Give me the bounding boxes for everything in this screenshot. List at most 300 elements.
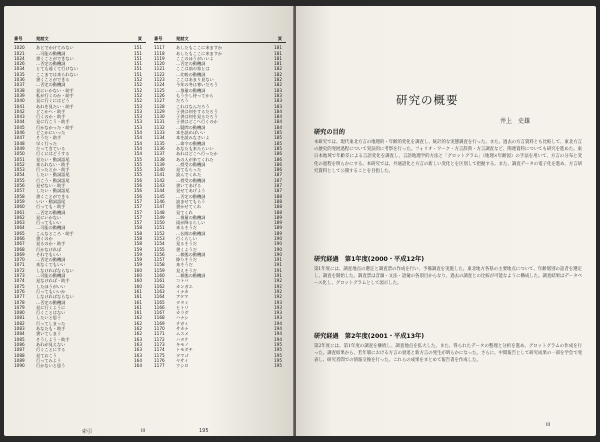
row-page: 158 bbox=[134, 230, 142, 236]
row-text: キモノ bbox=[176, 341, 189, 347]
header-no: 番号 bbox=[14, 36, 23, 41]
row-page: 194 bbox=[274, 336, 282, 342]
row-number: 1085 bbox=[14, 336, 25, 342]
row-page: 187 bbox=[274, 177, 282, 183]
row-page: 163 bbox=[134, 352, 142, 358]
row-page: 156 bbox=[134, 183, 142, 189]
row-number: 1079 bbox=[14, 304, 25, 310]
row-page: 194 bbox=[274, 331, 282, 337]
row-number: 1062 bbox=[14, 214, 25, 220]
row-page: 192 bbox=[274, 278, 282, 284]
row-page: 186 bbox=[274, 156, 282, 162]
row-text: コトバ bbox=[176, 278, 189, 284]
row-number: 1080 bbox=[14, 310, 25, 316]
row-text: あなたも来たらいい bbox=[176, 145, 214, 151]
row-number: 1059 bbox=[14, 198, 25, 204]
row-text: …推量の動機詞 bbox=[176, 87, 206, 93]
row-page: 163 bbox=[134, 341, 142, 347]
row-text: 行くにはどうする bbox=[36, 151, 70, 157]
row-page: 193 bbox=[274, 299, 282, 305]
row-page: 162 bbox=[134, 326, 142, 332]
row-number: 1081 bbox=[14, 315, 25, 321]
row-number: 1136 bbox=[154, 145, 165, 151]
row-text: こんなところ・助手 bbox=[36, 230, 74, 236]
row-number: 1037 bbox=[14, 82, 25, 88]
row-page: 151 bbox=[134, 61, 142, 67]
row-number: 1168 bbox=[154, 315, 165, 321]
row-page: 185 bbox=[274, 145, 282, 151]
row-number: 1078 bbox=[14, 299, 25, 305]
row-page: 153 bbox=[134, 108, 142, 114]
row-number: 1065 bbox=[14, 230, 25, 236]
row-page: 183 bbox=[274, 98, 282, 104]
row-page: 163 bbox=[134, 347, 142, 353]
row-page: 164 bbox=[134, 363, 142, 369]
row-text: 読んでくれた bbox=[176, 172, 202, 178]
row-text: 行かなければ bbox=[36, 246, 62, 252]
row-number: 1051 bbox=[14, 156, 25, 162]
row-page: 153 bbox=[134, 114, 142, 120]
row-number: 1038 bbox=[14, 87, 25, 93]
row-number: 1064 bbox=[14, 225, 25, 231]
row-page: 161 bbox=[134, 294, 142, 300]
row-page: 152 bbox=[134, 92, 142, 98]
row-page: 157 bbox=[134, 198, 142, 204]
row-number: 1075 bbox=[14, 283, 25, 289]
row-text: 行くのか・助手 bbox=[36, 114, 66, 120]
row-number: 1045 bbox=[14, 124, 25, 130]
row-text: あれを見たい・助手 bbox=[36, 103, 74, 109]
row-number: 1177 bbox=[154, 363, 165, 369]
index-rows bbox=[14, 45, 146, 368]
row-number: 1170 bbox=[154, 326, 165, 332]
row-text: 見えそうだ bbox=[176, 267, 197, 273]
row-number: 1163 bbox=[154, 288, 165, 294]
row-text: 書くことができる bbox=[36, 193, 70, 199]
row-page: 191 bbox=[274, 262, 282, 268]
row-number: 1043 bbox=[14, 114, 25, 120]
row-text: 見にいかない bbox=[36, 214, 62, 220]
row-text: ここのほうがいいよ bbox=[176, 55, 214, 61]
index-column-1 bbox=[14, 36, 146, 368]
row-page: 194 bbox=[274, 326, 282, 332]
section-heading: 研究経過 第1年度(2000・平成12年) bbox=[314, 256, 425, 263]
row-number: 1083 bbox=[14, 326, 25, 332]
row-page: 151 bbox=[134, 71, 142, 77]
row-text: 来そうだ bbox=[176, 262, 193, 268]
row-text: …否定の動機詞 bbox=[36, 82, 66, 88]
row-page: 185 bbox=[274, 140, 282, 146]
row-page: 153 bbox=[134, 103, 142, 109]
row-number: 1069 bbox=[14, 251, 25, 257]
row-text: したい・動詞語尾 bbox=[36, 172, 70, 178]
section-heading: 研究経過 第2年度(2001・平成13年) bbox=[314, 333, 425, 340]
row-text: 行かないと思う bbox=[36, 363, 66, 369]
row-text: 来なくてもいい bbox=[36, 262, 66, 268]
row-number: 1087 bbox=[14, 347, 25, 353]
row-page: 187 bbox=[274, 188, 282, 194]
row-number: 1145 bbox=[154, 193, 165, 199]
row-number: 1026 bbox=[14, 61, 25, 67]
row-number: 1055 bbox=[14, 177, 25, 183]
row-text: イナカ bbox=[176, 288, 189, 294]
row-text: カラダ bbox=[176, 310, 189, 316]
row-number: 1066 bbox=[14, 235, 25, 241]
row-number: 1164 bbox=[154, 294, 165, 300]
row-text: 私が行くのか・助手 bbox=[36, 92, 74, 98]
row-text: あしたもここに来ますか bbox=[176, 50, 223, 56]
row-page: 162 bbox=[134, 331, 142, 337]
row-text: あれが見えない bbox=[36, 341, 66, 347]
row-number: 1155 bbox=[154, 246, 165, 252]
row-number: 1139 bbox=[154, 161, 165, 167]
row-page: 183 bbox=[274, 103, 282, 109]
row-page: 160 bbox=[134, 278, 142, 284]
row-text: それでもいい bbox=[36, 251, 62, 257]
row-number: 1126 bbox=[154, 92, 165, 98]
row-text: 書いてしまう bbox=[36, 331, 62, 337]
row-text: 行かなかった・助手 bbox=[36, 124, 74, 130]
row-number: 1040 bbox=[14, 98, 25, 104]
row-page: 195 bbox=[274, 341, 282, 347]
row-text: あの人が来てくれた bbox=[176, 156, 214, 162]
row-page: 160 bbox=[134, 267, 142, 273]
right-page bbox=[296, 6, 596, 436]
row-text: 雨が降るらしい bbox=[176, 220, 206, 226]
row-number: 1137 bbox=[154, 151, 165, 157]
row-number: 1118 bbox=[154, 50, 165, 56]
row-page: 156 bbox=[134, 193, 142, 199]
row-number: 1140 bbox=[154, 167, 165, 173]
row-page: 161 bbox=[134, 310, 142, 316]
row-page: 161 bbox=[134, 304, 142, 310]
row-number: 1131 bbox=[154, 119, 165, 125]
row-text: ハタケ bbox=[176, 336, 189, 342]
row-number: 1175 bbox=[154, 352, 165, 358]
row-page: 151 bbox=[134, 45, 142, 51]
row-page: 156 bbox=[134, 188, 142, 194]
row-page: 189 bbox=[274, 230, 282, 236]
row-text: したいと思う bbox=[36, 315, 62, 321]
row-page: 157 bbox=[134, 214, 142, 220]
row-text: …伝聞の動機詞 bbox=[176, 230, 206, 236]
row-page: 186 bbox=[274, 167, 282, 173]
row-page: 154 bbox=[134, 135, 142, 141]
row-number: 1142 bbox=[154, 177, 165, 183]
row-page: 162 bbox=[134, 315, 142, 321]
row-text: 読ませてもらう bbox=[176, 198, 206, 204]
row-number: 1121 bbox=[154, 66, 165, 72]
row-text: 見てくれ bbox=[176, 209, 193, 215]
row-page: 181 bbox=[274, 50, 282, 56]
row-number: 1086 bbox=[14, 341, 25, 347]
row-number: 1120 bbox=[154, 61, 165, 67]
row-page: 154 bbox=[134, 140, 142, 146]
row-text: ヤサイ bbox=[176, 357, 189, 363]
row-text: …否定の動機詞 bbox=[176, 61, 206, 67]
section-purpose bbox=[314, 127, 582, 175]
row-page: 191 bbox=[274, 273, 282, 279]
row-page: 151 bbox=[134, 55, 142, 61]
row-text: そうしよう・助手 bbox=[36, 336, 70, 342]
row-page: 187 bbox=[274, 183, 282, 189]
row-page: 195 bbox=[274, 352, 282, 358]
row-number: 1176 bbox=[154, 357, 165, 363]
row-page: 153 bbox=[134, 124, 142, 130]
row-number: 1134 bbox=[154, 135, 165, 141]
row-number: 1061 bbox=[14, 209, 25, 215]
row-page: 188 bbox=[274, 193, 282, 199]
row-number: 1167 bbox=[154, 310, 165, 316]
row-text: アタマ bbox=[176, 294, 189, 300]
row-number: 1174 bbox=[154, 347, 165, 353]
row-text: とても遠くて行けない bbox=[36, 66, 78, 72]
row-text: カンガエ bbox=[176, 283, 193, 289]
row-number: 1172 bbox=[154, 336, 165, 342]
row-page: 154 bbox=[134, 151, 142, 157]
row-text: 行ってしまった bbox=[36, 320, 66, 326]
row-page: 189 bbox=[274, 214, 282, 220]
row-page: 192 bbox=[274, 288, 282, 294]
row-text: 行くらしい bbox=[176, 235, 197, 241]
row-number: 1068 bbox=[14, 246, 25, 252]
row-page: 160 bbox=[134, 273, 142, 279]
row-page: 186 bbox=[274, 161, 282, 167]
header-text: 発話文 bbox=[176, 36, 189, 41]
row-page: 152 bbox=[134, 98, 142, 104]
row-page: 190 bbox=[274, 241, 282, 247]
row-page: 152 bbox=[134, 82, 142, 88]
article-title: 研究の概要 bbox=[396, 93, 459, 107]
row-text: 書くようだ bbox=[176, 246, 197, 252]
row-number: 1021 bbox=[14, 50, 25, 56]
row-text: 行ってもいいか bbox=[36, 288, 66, 294]
row-text: しなければならない bbox=[36, 294, 74, 300]
row-text: したい・動詞語尾 bbox=[36, 188, 70, 194]
row-number: 1035 bbox=[14, 71, 25, 77]
row-page: 190 bbox=[274, 251, 282, 257]
row-number: 1042 bbox=[14, 108, 25, 114]
row-page: 184 bbox=[274, 119, 282, 125]
row-page: 160 bbox=[134, 283, 142, 289]
row-number: 1132 bbox=[154, 124, 165, 130]
row-page: 156 bbox=[134, 177, 142, 183]
row-number: 1152 bbox=[154, 230, 165, 236]
row-text: ヒトリ bbox=[176, 304, 189, 310]
row-page: 155 bbox=[134, 167, 142, 173]
row-number: 1036 bbox=[14, 77, 25, 83]
row-text: 書くことができない bbox=[36, 55, 74, 61]
row-number: 1073 bbox=[14, 273, 25, 279]
row-text: …比較の動機詞 bbox=[176, 71, 206, 77]
row-text: 今年の冬は寒いだろう bbox=[176, 82, 218, 88]
row-number: 1070 bbox=[14, 257, 25, 263]
row-text: トモダチ bbox=[176, 347, 193, 353]
row-page: 159 bbox=[134, 257, 142, 263]
header-text: 発話文 bbox=[36, 36, 49, 41]
row-text: 見せない・助手 bbox=[36, 183, 66, 189]
row-number: 1156 bbox=[154, 251, 165, 257]
section-year1 bbox=[314, 254, 582, 288]
row-number: 1020 bbox=[14, 45, 25, 51]
row-page: 152 bbox=[134, 87, 142, 93]
row-page: 190 bbox=[274, 235, 282, 241]
row-page: 181 bbox=[274, 61, 282, 67]
row-number: 1125 bbox=[154, 87, 165, 93]
row-text: 見るのか・助手 bbox=[36, 241, 66, 247]
row-number: 1072 bbox=[14, 267, 25, 273]
row-number: 1039 bbox=[14, 92, 25, 98]
row-number: 1153 bbox=[154, 235, 165, 241]
row-page: 187 bbox=[274, 172, 282, 178]
row-number: 1162 bbox=[154, 283, 165, 289]
row-number: 1041 bbox=[14, 103, 25, 109]
row-number: 1084 bbox=[14, 331, 25, 337]
row-page: 193 bbox=[274, 315, 282, 321]
row-text: …様態の動機詞 bbox=[176, 273, 206, 279]
row-number: 1063 bbox=[14, 220, 25, 226]
row-text: これはなんだろう bbox=[176, 103, 210, 109]
row-page: 185 bbox=[274, 130, 282, 136]
row-text: 来るそうだ bbox=[176, 225, 197, 231]
row-number: 1117 bbox=[154, 45, 165, 51]
index-rows bbox=[154, 45, 286, 368]
row-number: 1071 bbox=[14, 262, 25, 268]
header-page: 頁 bbox=[277, 36, 282, 41]
row-number: 1149 bbox=[154, 214, 165, 220]
row-text: どこかへ・助手 bbox=[36, 108, 66, 114]
row-text: 子供はどこへ行くのか bbox=[176, 119, 218, 125]
row-number: 1047 bbox=[14, 135, 25, 141]
row-text: …否定の動機詞 bbox=[36, 299, 66, 305]
row-text: 見に行くように bbox=[36, 304, 66, 310]
row-number: 1024 bbox=[14, 55, 25, 61]
row-page: 184 bbox=[274, 124, 282, 130]
row-page: 193 bbox=[274, 310, 282, 316]
row-page: 192 bbox=[274, 294, 282, 300]
row-page: 182 bbox=[274, 66, 282, 72]
row-number: 1088 bbox=[14, 352, 25, 358]
row-number: 1123 bbox=[154, 77, 165, 83]
row-text: …可能の動機詞 bbox=[36, 50, 66, 56]
row-number: 1044 bbox=[14, 119, 25, 125]
section-body: 第2年度には、第1年度の調査を継続し、調査地点を拡大した。また、得られたデータの整理と分析を進め、グロットグラムの作成を行った。調査結果から、若年層における方言の衰退と新方言の発生が明らかになった。さらに、中間報告として研究成果の一部を学会で発表し、研究者間での情報交換を行った。これらの成果をまとめて報告書を作成した。 bbox=[314, 344, 582, 364]
row-number: 1090 bbox=[14, 363, 25, 369]
header-page: 頁 bbox=[137, 36, 142, 41]
row-page: 163 bbox=[134, 336, 142, 342]
row-number: 1060 bbox=[14, 204, 25, 210]
row-text: 行っても・助手 bbox=[36, 204, 66, 210]
row-page: 188 bbox=[274, 204, 282, 210]
row-number: 1048 bbox=[14, 140, 25, 146]
row-number: 1056 bbox=[14, 183, 25, 189]
row-text: 見なければ・助手 bbox=[36, 278, 70, 284]
row-number: 1133 bbox=[154, 130, 165, 136]
row-page: 155 bbox=[134, 172, 142, 178]
row-text: ここまでは来られない bbox=[36, 71, 78, 77]
row-page: 161 bbox=[134, 288, 142, 294]
row-page: 182 bbox=[274, 71, 282, 77]
row-text: …否定の動機詞 bbox=[36, 61, 66, 67]
footer-label: 索引 bbox=[82, 429, 93, 435]
section-year2 bbox=[314, 331, 582, 365]
row-number: 1144 bbox=[154, 188, 165, 194]
footer-page-left: iii bbox=[141, 428, 146, 434]
left-page bbox=[4, 6, 294, 436]
row-text: ウシロ bbox=[176, 363, 189, 369]
row-number: 1154 bbox=[154, 241, 165, 247]
row-text: …推量の動機詞 bbox=[176, 214, 206, 220]
footer-page-right: 195 bbox=[199, 428, 209, 434]
row-number: 1169 bbox=[154, 320, 165, 326]
row-text: ムスメ bbox=[176, 331, 189, 337]
row-page: 188 bbox=[274, 198, 282, 204]
row-page: 192 bbox=[274, 283, 282, 289]
row-text: 行こう・動詞語尾 bbox=[36, 177, 70, 183]
row-number: 1150 bbox=[154, 220, 165, 226]
row-text: …命令の動機詞 bbox=[176, 140, 206, 146]
row-text: 見せてあげよう bbox=[176, 188, 206, 194]
row-page: 189 bbox=[274, 225, 282, 231]
section-body: 第1年度には、調査地点の選定と調査票の作成を行い、予備調査を実施した。東北地方各県の主要地点について、年齢層別の話者を選定し、調査を開始した。調査票は音韻・文法・語彙の各項目からなり、過去の調査との比較が可能なように構成した。調査結果はデータベース化し、グロットグラムとして図示した。 bbox=[314, 267, 582, 287]
row-page: 186 bbox=[274, 151, 282, 157]
row-page: 157 bbox=[134, 209, 142, 215]
row-page: 159 bbox=[134, 246, 142, 252]
row-text: …否定の動機詞 bbox=[36, 209, 66, 215]
row-number: 1082 bbox=[14, 320, 25, 326]
row-text: タマゴ bbox=[176, 352, 189, 358]
row-text: …否定の動機詞 bbox=[36, 257, 66, 263]
row-page: 183 bbox=[274, 92, 282, 98]
row-text: 見に行くにはどう bbox=[36, 98, 70, 104]
row-text: …否定の動機詞 bbox=[176, 193, 206, 199]
row-text: サカナ bbox=[176, 326, 189, 332]
row-text: ハナシ bbox=[176, 315, 189, 321]
row-page: 188 bbox=[274, 209, 282, 215]
row-number: 1122 bbox=[154, 71, 165, 77]
row-number: 1067 bbox=[14, 241, 25, 247]
row-text: 書くことができる bbox=[36, 77, 70, 83]
row-page: 157 bbox=[134, 220, 142, 226]
row-text: 書かせてくれ bbox=[176, 204, 202, 210]
index-header bbox=[154, 36, 286, 43]
row-number: 1159 bbox=[154, 267, 165, 273]
row-page: 162 bbox=[134, 320, 142, 326]
row-page: 195 bbox=[274, 357, 282, 363]
row-number: 1054 bbox=[14, 172, 25, 178]
row-number: 1160 bbox=[154, 273, 165, 279]
row-number: 1147 bbox=[154, 204, 165, 210]
row-text: したほうがいい bbox=[36, 283, 66, 289]
row-number: 1119 bbox=[154, 55, 165, 61]
row-number: 1130 bbox=[154, 114, 165, 120]
row-text: 早く行った bbox=[36, 140, 57, 146]
row-page: 195 bbox=[274, 347, 282, 353]
row-number: 1074 bbox=[14, 278, 25, 284]
row-text: あとでかけてみない bbox=[36, 45, 74, 51]
row-text: もう少し待ってから bbox=[176, 92, 214, 98]
row-number: 1050 bbox=[14, 151, 25, 157]
row-number: 1058 bbox=[14, 193, 25, 199]
row-page: 191 bbox=[274, 257, 282, 263]
row-number: 1052 bbox=[14, 161, 25, 167]
row-text: 行ってみよう bbox=[36, 357, 62, 363]
row-page: 190 bbox=[274, 246, 282, 252]
row-text: 見るそうだ bbox=[176, 241, 197, 247]
row-number: 1049 bbox=[14, 145, 25, 151]
header-no: 番号 bbox=[154, 36, 163, 41]
row-text: …可能の動機詞 bbox=[36, 273, 66, 279]
